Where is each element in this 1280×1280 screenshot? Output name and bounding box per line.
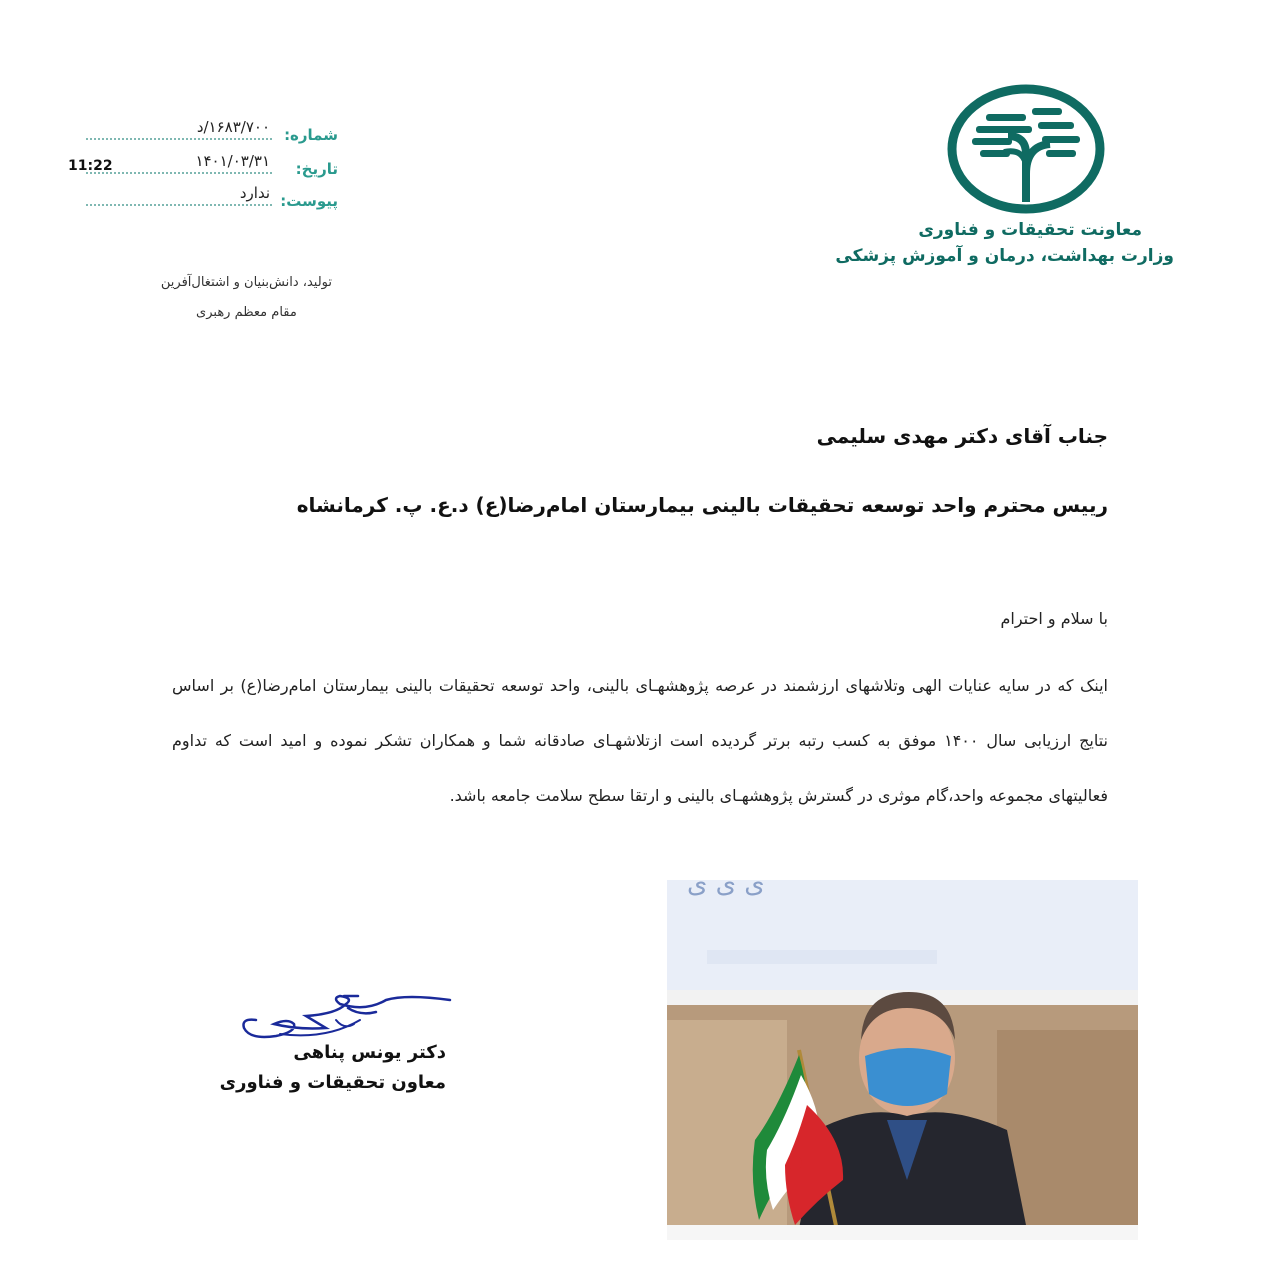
time-value: 11:22 (68, 158, 113, 174)
date-label: تاریخ: (295, 160, 338, 178)
letter-meta (60, 116, 350, 216)
dotted-line (86, 204, 272, 206)
attachment-label: پیوست: (280, 192, 338, 210)
motto-source: مقام معظم رهبری (196, 305, 297, 320)
letter-body (172, 658, 1108, 823)
logo-subtitle: وزارت بهداشت، درمان و آموزش پزشکی (835, 246, 1174, 266)
meta-attachment-row (60, 182, 350, 212)
number-value: ۱۶۸۳/۷۰۰/د (196, 118, 270, 136)
addressee-name: جناب آقای دکتر مهدی سلیمی (816, 424, 1108, 448)
date-value: ۱۴۰۱/۰۳/۳۱ (195, 152, 270, 170)
meta-date-row (60, 150, 350, 180)
number-label: شماره: (284, 126, 338, 144)
dotted-line (86, 172, 272, 174)
logo-title: معاونت تحقیقات و فناوری (918, 220, 1142, 240)
letterhead-logo (835, 84, 1182, 284)
addressee-position: رییس محترم واحد توسعه تحقیقات بالینی بیمارستان امام‌رضا(ع) د.ع. پ. کرمانشاه (296, 493, 1108, 517)
letter-body-text: اینک که در سایه عنایات الهی وتلاشهای ارزشمند در عرصه پژوهشهـای بالینی، واحد توسعه تحقیقات بالینی بیمارستان امام‌رضا(ع) بر اساس نتایج ارزیابی سال ۱۴۰۰ موفق به کسب رتبه برتر گردیده است ازتلاشهـای صادقانه شما و همکاران تشکر نموده و امید است که تداوم فعالیتهای مجموعه واحد،گام موثری در گسترش پژوهشهـای بالینی و ارتقا سطح سلامت جامعه باشد. (172, 676, 1109, 805)
handwritten-signature-icon (236, 990, 466, 1050)
official-portrait-with-flag-photo (667, 880, 1138, 1240)
dotted-line (86, 138, 272, 140)
attachment-value: ندارد (239, 184, 270, 202)
svg-text:ی ی ی: ی ی ی (687, 880, 765, 899)
greeting: با سلام و احترام (1000, 609, 1108, 628)
signature-block (219, 990, 466, 1120)
signatory-title: معاون تحقیقات و فناوری (219, 1072, 446, 1093)
meta-number-row (60, 116, 350, 146)
motto-quote: تولید، دانش‌بنیان و اشتغال‌آفرین (160, 275, 332, 290)
tree-emblem-icon (946, 84, 1106, 214)
motto-block (161, 268, 332, 328)
signatory-name: دکتر یونس پناهی (293, 1042, 446, 1063)
